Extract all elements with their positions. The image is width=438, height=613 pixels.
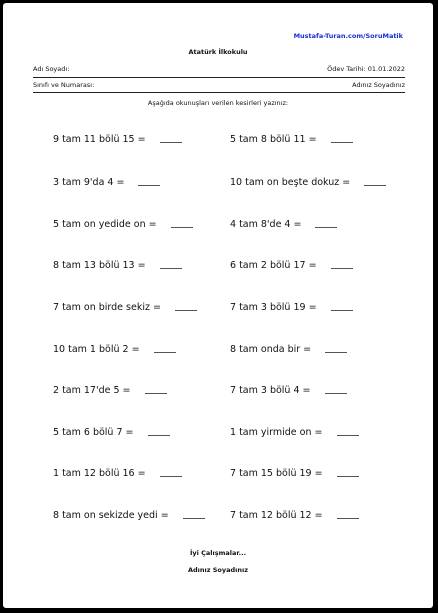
question-text: 8 tam on sekizde yedi = bbox=[53, 510, 169, 521]
school-name: Atatürk İlkokulu bbox=[188, 48, 248, 56]
answer-blank[interactable] bbox=[160, 142, 182, 143]
question-text: 1 tam yirmide on = bbox=[230, 427, 323, 438]
answer-blank[interactable] bbox=[175, 310, 197, 311]
answer-blank[interactable] bbox=[148, 435, 170, 436]
answer-blank[interactable] bbox=[337, 518, 359, 519]
question-text: 7 tam on birde sekiz = bbox=[53, 302, 161, 313]
answer-blank[interactable] bbox=[337, 476, 359, 477]
header-divider bbox=[33, 77, 405, 78]
question-text: 10 tam 1 bölü 2 = bbox=[53, 344, 140, 355]
question-text: 4 tam 8'de 4 = bbox=[230, 219, 302, 230]
answer-blank[interactable] bbox=[331, 142, 353, 143]
answer-blank[interactable] bbox=[364, 185, 386, 186]
class-number-label: Sınıfı ve Numarası: bbox=[33, 81, 95, 89]
header-divider-bottom bbox=[33, 92, 405, 93]
closing-wish: İyi Çalışmalar... bbox=[189, 549, 247, 557]
answer-blank[interactable] bbox=[160, 476, 182, 477]
answer-blank[interactable] bbox=[183, 518, 205, 519]
answer-blank[interactable] bbox=[315, 227, 337, 228]
website-link[interactable]: Mustafa-Turan.com/SoruMatik bbox=[293, 32, 403, 40]
answer-blank[interactable] bbox=[325, 393, 347, 394]
signature: Adınız Soyadınız bbox=[187, 566, 249, 574]
answer-blank[interactable] bbox=[145, 393, 167, 394]
teacher-name: Adınız Soyadınız bbox=[352, 81, 405, 89]
question-text: 9 tam 11 bölü 15 = bbox=[53, 134, 146, 145]
question-text: 8 tam 13 bölü 13 = bbox=[53, 260, 146, 271]
question-text: 7 tam 15 bölü 19 = bbox=[230, 468, 323, 479]
answer-blank[interactable] bbox=[331, 310, 353, 311]
question-text: 5 tam on yedide on = bbox=[53, 219, 157, 230]
answer-blank[interactable] bbox=[154, 352, 176, 353]
question-text: 7 tam 3 bölü 4 = bbox=[230, 385, 311, 396]
question-text: 3 tam 9'da 4 = bbox=[53, 177, 125, 188]
question-text: 2 tam 17'de 5 = bbox=[53, 385, 131, 396]
answer-blank[interactable] bbox=[171, 227, 193, 228]
question-text: 7 tam 12 bölü 12 = bbox=[230, 510, 323, 521]
instruction-text: Aşağıda okunuşları verilen kesirleri yazınız: bbox=[147, 99, 289, 107]
question-text: 1 tam 12 bölü 16 = bbox=[53, 468, 146, 479]
question-text: 5 tam 8 bölü 11 = bbox=[230, 134, 317, 145]
answer-blank[interactable] bbox=[331, 268, 353, 269]
student-name-label: Adı Soyadı: bbox=[33, 65, 70, 73]
worksheet-page bbox=[3, 3, 433, 608]
due-date-label: Ödev Tarihi: 01.01.2022 bbox=[327, 65, 405, 73]
question-text: 5 tam 6 bölü 7 = bbox=[53, 427, 134, 438]
answer-blank[interactable] bbox=[325, 352, 347, 353]
answer-blank[interactable] bbox=[337, 435, 359, 436]
question-text: 6 tam 2 bölü 17 = bbox=[230, 260, 317, 271]
answer-blank[interactable] bbox=[138, 185, 160, 186]
question-text: 10 tam on beşte dokuz = bbox=[230, 177, 351, 188]
question-text: 8 tam onda bir = bbox=[230, 344, 312, 355]
answer-blank[interactable] bbox=[160, 268, 182, 269]
question-text: 7 tam 3 bölü 19 = bbox=[230, 302, 317, 313]
